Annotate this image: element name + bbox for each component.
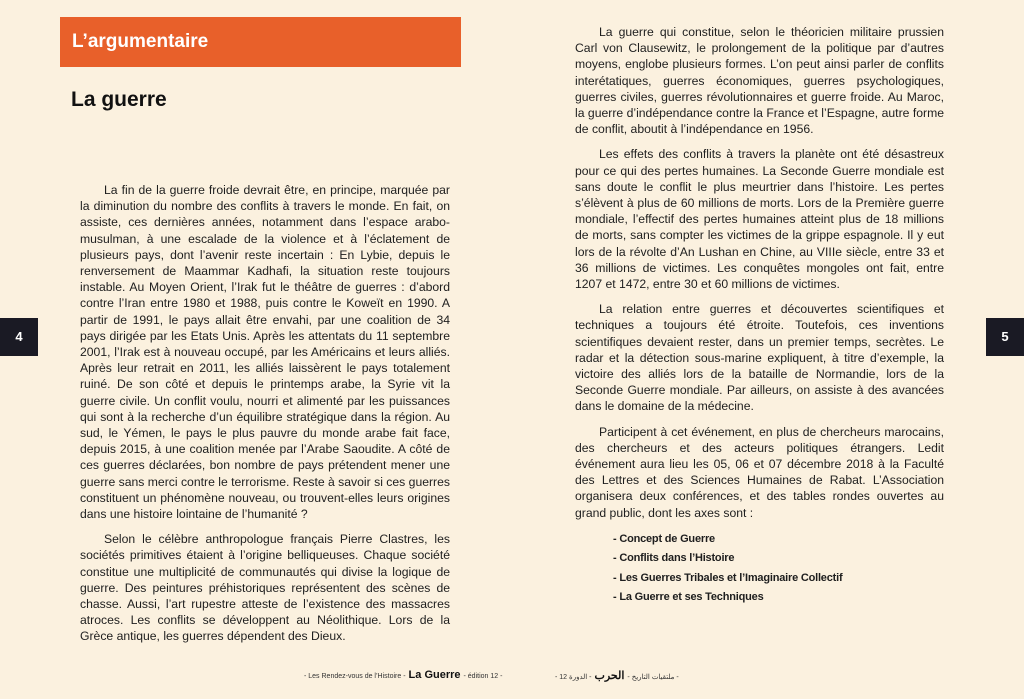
axes-list bbox=[613, 530, 944, 608]
list-item: - La Guerre et ses Techniques bbox=[613, 591, 764, 604]
page-number-right: 5 bbox=[986, 318, 1024, 356]
footer-title: الحرب bbox=[594, 670, 625, 682]
list-item: - Conflits dans l’Histoire bbox=[613, 552, 735, 565]
footer-prefix: - Les Rendez-vous de l’Histoire - bbox=[304, 673, 406, 680]
list-item: - Concept de Guerre bbox=[613, 532, 715, 545]
footer-suffix: - édition 12 - bbox=[463, 673, 503, 680]
footer-left bbox=[304, 669, 502, 681]
footer-title: La Guerre bbox=[408, 669, 461, 681]
right-text-column bbox=[575, 24, 944, 608]
page-number-left: 4 bbox=[0, 318, 38, 356]
footer-right bbox=[555, 669, 679, 682]
paragraph: La fin de la guerre froide devrait être, en principe, marquée par la diminution du nombre des conflits à travers le monde. En fait, on assiste, ces dernières années, notamment dans l’espace arabo-musulman, à une escalade de la violence et à l’éclatement de plusieurs pays, dont l’avenir reste incertain : En Lybie, depuis le renversement de Maammar Kadhafi, la situation reste toujours instable. Au Moyen Orient, l’Irak fut le théâtre de guerres : d’abord contre l’Iran entre 1980 et 1988, puis contre le Koweït en 1990. A partir de 1991, le pays allait être envahi, par une coalition de 34 pays dirigée par les Etats Unis. Après les attentats du 11 septembre 2001, l’Irak est à nouveau occupé, par les Américains et leurs alliés. Après leur retrait en 2011, les alliés laissèrent le pays totalement ruiné. De son côté et depuis le printemps arabe, la Syrie vit la guerre civile. Un conflit voulu, nourri et alimenté par les puissances qui sont à la recherche d’un équilibre stratégique dans la région. Au sud, le Yémen, le pays le plus pauvre du monde arabe fait face, depuis 2015, à une coalition menée par l’Arabe Saoudite. A côté de ces guerres déclarées, bon nombre de pays prétendent mener une guerre sans merci contre le terrorisme. Reste à savoir si ces guerres constituent un phénomène nouveau, ou trouvent-elles leurs origines dans une histoire lointaine de l’humanité ? bbox=[80, 183, 450, 522]
paragraph: Selon le célèbre anthropologue français Pierre Clastres, les sociétés primitives étaient à l’origine belliqueuses. Chaque société constitue une multiplicité de communautés qui divise la logique de guerre. Des peintures préhistoriques représentent des scènes de chasse. Aussi, l’art rupestre atteste de l’existence des massacres atroces. Les conflits se développent au Néolithique. Lors de la Grèce antique, les guerres dépendent des Dieux. bbox=[80, 532, 450, 644]
paragraph: La relation entre guerres et découvertes scientifiques et techniques a toujours été étroite. Toutefois, ces inventions scientifiques devaient rester, dans un premier temps, secrètes. Le radar et la détection sous-marine expliquent, à titre d’exemple, la victoire des alliés lors de la bataille de Normandie, lors de la Seconde Guerre mondiale. Par ailleurs, on assiste à des avancées dans le domaine de la médecine. bbox=[575, 302, 944, 414]
paragraph: Les effets des conflits à travers la planète ont été désastreux pour ce qui des pertes humaines. La Seconde Guerre mondiale est sans doute le conflit le plus meurtrier dans l’histoire. Les pertes s’élèvent à plus de 60 millions de morts. Lors de la Première guerre mondiale, l’effectif des pertes humaines atteint plus de 18 millions de morts, sans compter les victimes de la grippe espagnole. Il y eut lors de la révolte d’An Lushan en Chine, au VIIIe siècle, entre 33 et 36 millions de victimes. Les conquêtes mongoles ont fait, entre 1207 et 1472, entre 30 et 60 millions de victimes. bbox=[575, 147, 944, 292]
footer-suffix: - الدورة 12 - bbox=[555, 674, 592, 681]
paragraph: Participent à cet événement, en plus de chercheurs marocains, des chercheurs et des acteurs politiques étrangers. Ledit événement aura lieu les 05, 06 et 07 décembre 2018 à la Faculté des Lettres et des Sciences Humaines de Rabat. L’Association organisera deux conférences, et des tables rondes ouvertes au grand public, dont les axes sont : bbox=[575, 424, 944, 520]
page-title: La guerre bbox=[71, 88, 167, 111]
footer-prefix: - ملتقيات التاريخ - bbox=[627, 674, 679, 681]
left-text-column bbox=[80, 182, 450, 654]
list-item: - Les Guerres Tribales et l’Imaginaire Collectif bbox=[613, 571, 843, 584]
section-banner: L’argumentaire bbox=[60, 17, 461, 67]
paragraph: La guerre qui constitue, selon le théoricien militaire prussien Carl von Clausewitz, le prolongement de la politique par d’autres moyens, englobe plusieurs formes. L’on peut ainsi parler de conflits interétatiques, guerres économiques, guerres psychologiques, guerres civiles, guerres révolutionnaires et guerre froide. Au Maroc, la guerre d’indépendance contre la France et l’Espagne, autre forme de conflit, aboutit à l’indépendance en 1956. bbox=[575, 25, 944, 137]
